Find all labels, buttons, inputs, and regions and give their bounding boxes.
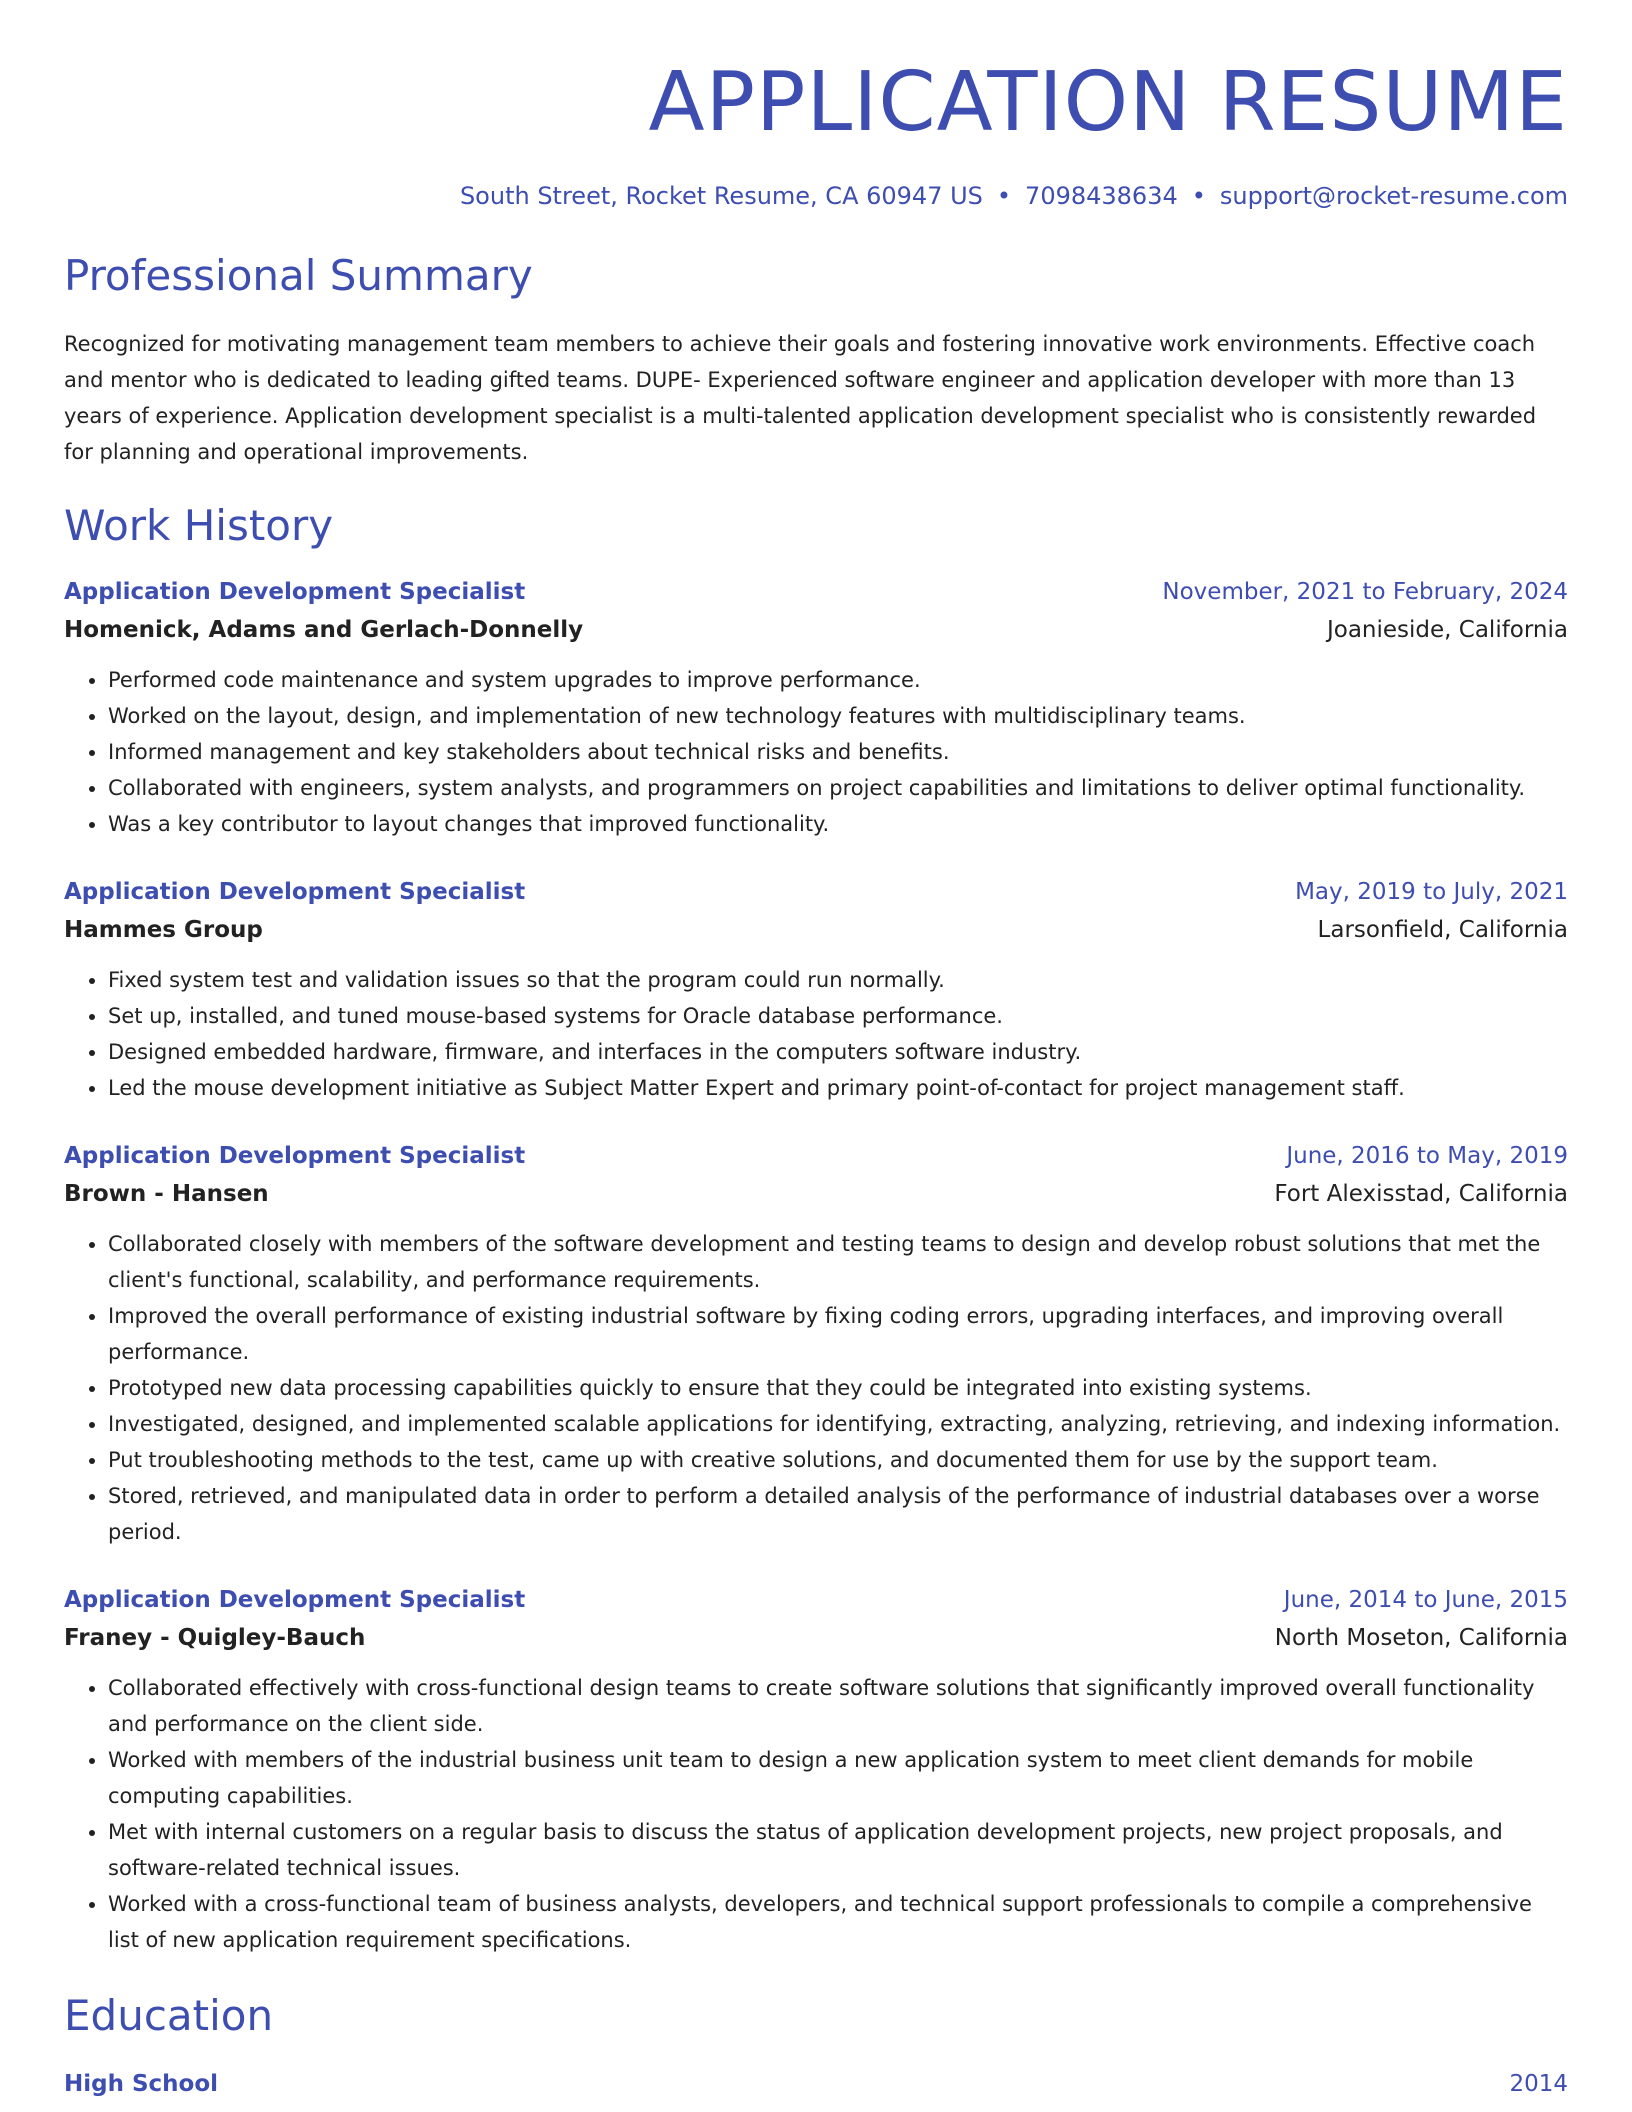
contact-separator: • <box>1191 182 1206 210</box>
job-company: Homenick, Adams and Gerlach-Donnelly <box>64 617 584 643</box>
work-history-heading: Work History <box>64 501 334 550</box>
summary-text: Recognized for motivating management team members to achieve their goals and fostering innovative work environments. Effective coach and mentor who is dedicated to leading gifted teams. DUPE- Experienced software engineer and application developer with more than 13 years of experience. Application development specialist is a multi-talented application development specialist who is consistently rewarded for planning and operational improvements. <box>64 332 1537 464</box>
job-bullet: • Stored, retrieved, and manipulated data in order to perform a detailed analysis of the performance of industrial databases over a worse period. <box>108 1478 1568 1550</box>
contact-separator: • <box>996 182 1012 210</box>
job-dates: June, 2016 to May, 2019 <box>1286 1143 1568 1169</box>
job-bullet: • Set up, installed, and tuned mouse-based systems for Oracle database performance. <box>108 998 1568 1034</box>
job-entry <box>64 574 1568 842</box>
job-location: Joanieside, California <box>1326 617 1568 643</box>
resume-page <box>64 48 1568 2102</box>
job-bullet: • Met with internal customers on a regular basis to discuss the status of application development projects, new project proposals, and software-related technical issues. <box>108 1814 1568 1886</box>
job-title: Application Development Specialist <box>64 1587 526 1613</box>
job-bullet: • Designed embedded hardware, firmware, and interfaces in the computers software industry. <box>108 1034 1568 1070</box>
job-title: Application Development Specialist <box>64 1143 526 1169</box>
job-company: Brown - Hansen <box>64 1181 269 1207</box>
contact-line <box>64 180 1568 212</box>
job-bullets <box>64 962 1568 1106</box>
job-bullets <box>64 1226 1568 1550</box>
education-year: 2014 <box>1509 2071 1568 2097</box>
job-company: Hammes Group <box>64 917 263 943</box>
job-bullet: • Worked on the layout, design, and implementation of new technology features with multidisciplinary teams. <box>108 698 1568 734</box>
job-location: North Moseton, California <box>1274 1625 1568 1651</box>
job-bullet: • Collaborated closely with members of the software development and testing teams to design and develop robust solutions that met the client's functional, scalability, and performance requirements. <box>108 1226 1568 1298</box>
job-bullet: • Fixed system test and validation issues so that the program could run normally. <box>108 962 1568 998</box>
job-bullet: • Collaborated with engineers, system analysts, and programmers on project capabilities and limitations to deliver optimal functionality. <box>108 770 1568 806</box>
job-entry <box>64 874 1568 1106</box>
job-bullets <box>64 662 1568 842</box>
job-bullet: • Collaborated effectively with cross-functional design teams to create software solutions that significantly improved overall functionality and performance on the client side. <box>108 1670 1568 1742</box>
job-bullet: • Led the mouse development initiative as Subject Matter Expert and primary point-of-contact for project management staff. <box>108 1070 1568 1106</box>
job-bullets <box>64 1670 1568 1958</box>
job-location: Fort Alexisstad, California <box>1274 1181 1568 1207</box>
education-entry <box>64 2066 1568 2102</box>
job-title: Application Development Specialist <box>64 579 526 605</box>
job-bullet: • Worked with members of the industrial business unit team to design a new application system to meet client demands for mobile computing capabilities. <box>108 1742 1568 1814</box>
job-dates: November, 2021 to February, 2024 <box>1162 579 1568 605</box>
job-bullet: • Improved the overall performance of existing industrial software by fixing coding errors, upgrading interfaces, and improving overall performance. <box>108 1298 1568 1370</box>
job-title: Application Development Specialist <box>64 879 526 905</box>
contact-phone: 7098438634 <box>1025 182 1178 210</box>
job-bullet: • Informed management and key stakeholders about technical risks and benefits. <box>108 734 1568 770</box>
contact-email[interactable]: support@rocket-resume.com <box>1219 182 1568 210</box>
summary-heading: Professional Summary <box>64 251 533 300</box>
job-bullet: • Performed code maintenance and system upgrades to improve performance. <box>108 662 1568 698</box>
education-degree: High School <box>64 2071 219 2097</box>
job-bullet: • Investigated, designed, and implemented scalable applications for identifying, extracting, analyzing, retrieving, and indexing information. <box>108 1406 1568 1442</box>
education-heading: Education <box>64 1991 274 2040</box>
job-bullet: • Put troubleshooting methods to the test, came up with creative solutions, and documented them for use by the support team. <box>108 1442 1568 1478</box>
job-dates: June, 2014 to June, 2015 <box>1283 1587 1568 1613</box>
job-bullet: • Prototyped new data processing capabilities quickly to ensure that they could be integrated into existing systems. <box>108 1370 1568 1406</box>
job-entry <box>64 1138 1568 1550</box>
job-location: Larsonfield, California <box>1317 917 1568 943</box>
job-bullet: • Was a key contributor to layout changes that improved functionality. <box>108 806 1568 842</box>
resume-title: APPLICATION RESUME <box>648 55 1568 150</box>
job-dates: May, 2019 to July, 2021 <box>1295 879 1568 905</box>
job-company: Franey - Quigley-Bauch <box>64 1625 366 1651</box>
contact-address: South Street, Rocket Resume, CA 60947 US <box>459 182 983 210</box>
job-entry <box>64 1582 1568 1958</box>
job-bullet: • Worked with a cross-functional team of business analysts, developers, and technical support professionals to compile a comprehensive list of new application requirement specifications. <box>108 1886 1568 1958</box>
